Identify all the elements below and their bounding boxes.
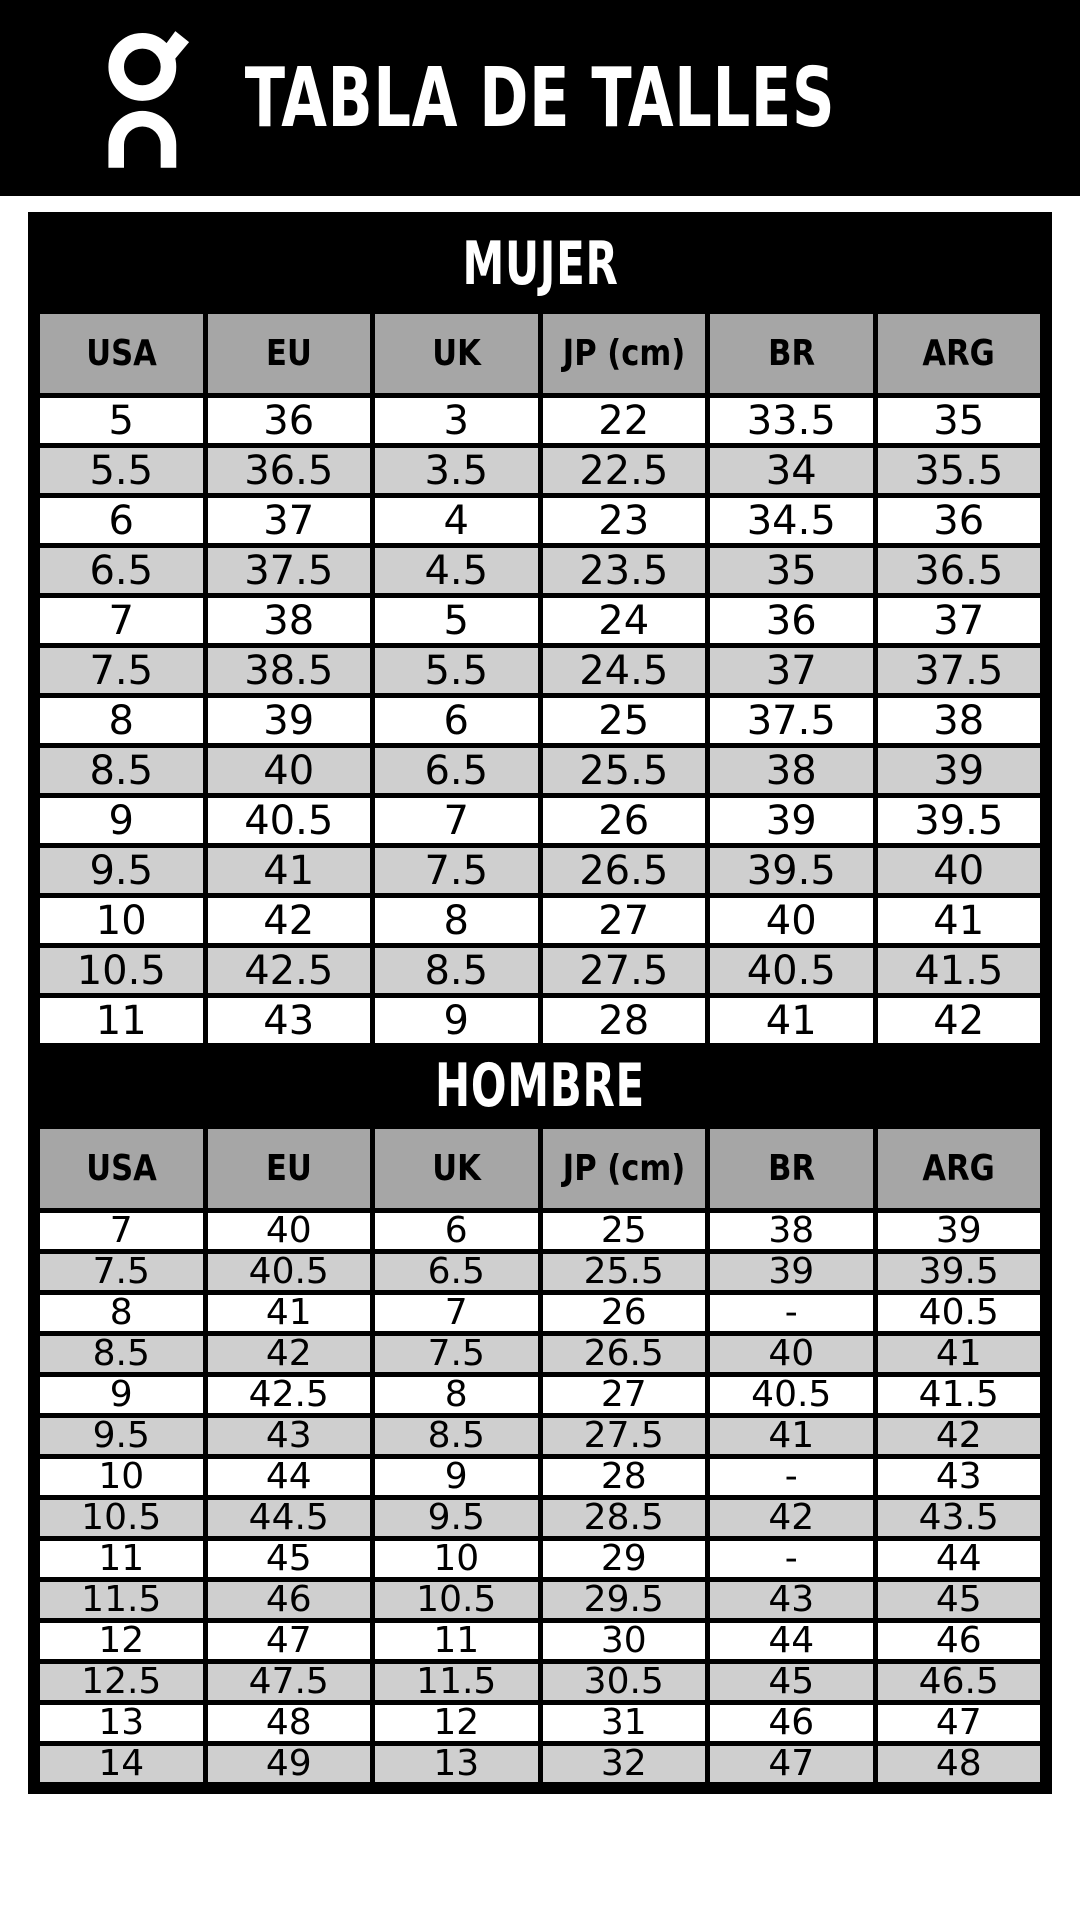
size-cell: 6: [373, 696, 541, 746]
size-cell: 45: [875, 1580, 1043, 1621]
size-cell: 47: [708, 1744, 876, 1785]
size-cell: 24.5: [540, 646, 708, 696]
size-cell: 37: [708, 646, 876, 696]
size-cell: 43.5: [875, 1498, 1043, 1539]
hombre-size-table: [35, 1124, 1045, 1787]
size-cell: 38: [708, 1211, 876, 1252]
size-cell: 39.5: [708, 846, 876, 896]
size-row: [38, 1375, 1043, 1416]
size-cell: 8.5: [38, 746, 206, 796]
size-cell: 29.5: [540, 1580, 708, 1621]
size-cell: 6.5: [38, 546, 206, 596]
size-cell: 7.5: [373, 846, 541, 896]
size-row: [38, 696, 1043, 746]
size-cell: 9: [373, 996, 541, 1046]
size-cell: 36.5: [205, 446, 373, 496]
size-cell: 40.5: [205, 796, 373, 846]
size-cell: 4: [373, 496, 541, 546]
size-cell: 37: [205, 496, 373, 546]
size-cell: 35: [875, 396, 1043, 446]
size-cell: 8: [373, 1375, 541, 1416]
size-cell: 23.5: [540, 546, 708, 596]
size-cell: 36: [875, 496, 1043, 546]
size-cell: 12.5: [38, 1662, 206, 1703]
size-cell: 10: [38, 1457, 206, 1498]
size-row: [38, 1621, 1043, 1662]
size-cell: 39.5: [875, 1252, 1043, 1293]
size-cell: 26: [540, 1293, 708, 1334]
size-cell: 41.5: [875, 1375, 1043, 1416]
size-cell: 41: [205, 846, 373, 896]
size-cell: 28.5: [540, 1498, 708, 1539]
size-cell: 6: [38, 496, 206, 546]
column-header-usa: USA: [38, 1127, 206, 1211]
size-cell: 42: [708, 1498, 876, 1539]
size-cell: 11.5: [38, 1580, 206, 1621]
size-cell: 41: [205, 1293, 373, 1334]
column-header-jpcm: JP (cm): [540, 1127, 708, 1211]
size-cell: 7: [373, 1293, 541, 1334]
size-cell: 7.5: [38, 1252, 206, 1293]
size-cell: 30: [540, 1621, 708, 1662]
section-title-hombre: HOMBRE: [35, 1048, 1045, 1124]
size-cell: 8: [38, 1293, 206, 1334]
size-cell: 36: [708, 596, 876, 646]
size-row: [38, 396, 1043, 446]
size-cell: 11: [38, 1539, 206, 1580]
size-cell: 5: [373, 596, 541, 646]
size-row: [38, 796, 1043, 846]
size-cell: 9: [373, 1457, 541, 1498]
size-cell: 23: [540, 496, 708, 546]
size-cell: 40: [708, 1334, 876, 1375]
size-cell: 10: [38, 896, 206, 946]
size-cell: 10.5: [38, 1498, 206, 1539]
size-cell: 12: [373, 1703, 541, 1744]
size-cell: 35: [708, 546, 876, 596]
size-cell: 45: [708, 1662, 876, 1703]
size-cell: 25.5: [540, 1252, 708, 1293]
size-cell: 39: [875, 1211, 1043, 1252]
size-cell: 45: [205, 1539, 373, 1580]
size-cell: 38: [875, 696, 1043, 746]
size-cell: 41: [875, 896, 1043, 946]
size-cell: 38.5: [205, 646, 373, 696]
size-cell: 48: [205, 1703, 373, 1744]
column-header-br: BR: [708, 312, 876, 396]
mujer-size-table: [35, 309, 1045, 1048]
size-cell: 6.5: [373, 1252, 541, 1293]
column-header-br: BR: [708, 1127, 876, 1211]
size-cell: 14: [38, 1744, 206, 1785]
size-cell: 41: [708, 1416, 876, 1457]
size-cell: 6: [373, 1211, 541, 1252]
size-cell: 42.5: [205, 1375, 373, 1416]
size-cell: 7: [373, 796, 541, 846]
size-cell: 25: [540, 1211, 708, 1252]
size-cell: 9.5: [38, 846, 206, 896]
size-cell: 13: [373, 1744, 541, 1785]
size-row: [38, 1539, 1043, 1580]
size-cell: 44: [708, 1621, 876, 1662]
column-header-uk: UK: [373, 312, 541, 396]
size-row: [38, 496, 1043, 546]
page-title: TABLA DE TALLES: [244, 50, 836, 146]
size-cell: 12: [38, 1621, 206, 1662]
size-cell: 40.5: [875, 1293, 1043, 1334]
size-cell: 27: [540, 896, 708, 946]
size-cell: 7: [38, 596, 206, 646]
size-cell: 4.5: [373, 546, 541, 596]
size-cell: -: [708, 1293, 876, 1334]
size-cell: 43: [205, 1416, 373, 1457]
size-cell: 43: [875, 1457, 1043, 1498]
size-cell: 31: [540, 1703, 708, 1744]
size-row: [38, 546, 1043, 596]
size-cell: 9: [38, 1375, 206, 1416]
size-cell: 8.5: [373, 946, 541, 996]
size-row: [38, 1703, 1043, 1744]
size-cell: 37.5: [875, 646, 1043, 696]
size-cell: 39: [205, 696, 373, 746]
size-cell: 10.5: [373, 1580, 541, 1621]
size-row: [38, 1293, 1043, 1334]
size-cell: 9.5: [373, 1498, 541, 1539]
column-header-jpcm: JP (cm): [540, 312, 708, 396]
size-cell: 5: [38, 396, 206, 446]
size-cell: 40: [875, 846, 1043, 896]
mujer-table-header: [38, 312, 1043, 396]
size-row: [38, 996, 1043, 1046]
size-cell: 42: [205, 1334, 373, 1375]
size-row: [38, 1457, 1043, 1498]
header-banner: [0, 0, 1080, 196]
size-cell: 40: [205, 1211, 373, 1252]
size-cell: 34.5: [708, 496, 876, 546]
size-cell: 9.5: [38, 1416, 206, 1457]
size-cell: 27.5: [540, 1416, 708, 1457]
size-cell: 35.5: [875, 446, 1043, 496]
hombre-table-header: [38, 1127, 1043, 1211]
size-cell: 38: [708, 746, 876, 796]
size-row: [38, 1498, 1043, 1539]
size-cell: 36: [205, 396, 373, 446]
size-cell: 29: [540, 1539, 708, 1580]
size-cell: -: [708, 1539, 876, 1580]
size-row: [38, 1662, 1043, 1703]
size-cell: 22: [540, 396, 708, 446]
size-cell: 26: [540, 796, 708, 846]
size-cell: 36.5: [875, 546, 1043, 596]
size-row: [38, 1744, 1043, 1785]
size-cell: 8: [373, 896, 541, 946]
size-cell: 27.5: [540, 946, 708, 996]
section-title-mujer: MUJER: [35, 219, 1045, 309]
column-header-arg: ARG: [875, 312, 1043, 396]
size-cell: 3.5: [373, 446, 541, 496]
column-header-eu: EU: [205, 312, 373, 396]
size-cell: 41.5: [875, 946, 1043, 996]
column-header-arg: ARG: [875, 1127, 1043, 1211]
size-cell: 8.5: [38, 1334, 206, 1375]
size-cell: 9: [38, 796, 206, 846]
size-cell: 46: [708, 1703, 876, 1744]
size-row: [38, 596, 1043, 646]
size-chart: [28, 212, 1052, 1794]
size-cell: 49: [205, 1744, 373, 1785]
size-row: [38, 446, 1043, 496]
size-cell: 26.5: [540, 1334, 708, 1375]
size-cell: 8.5: [373, 1416, 541, 1457]
size-cell: 44.5: [205, 1498, 373, 1539]
size-cell: 5.5: [38, 446, 206, 496]
size-cell: 25.5: [540, 746, 708, 796]
size-cell: 30.5: [540, 1662, 708, 1703]
size-cell: 8: [38, 696, 206, 746]
size-row: [38, 1252, 1043, 1293]
size-cell: 11: [373, 1621, 541, 1662]
size-cell: 10.5: [38, 946, 206, 996]
column-header-eu: EU: [205, 1127, 373, 1211]
size-row: [38, 946, 1043, 996]
size-cell: 46: [875, 1621, 1043, 1662]
size-cell: 42.5: [205, 946, 373, 996]
size-cell: 40: [205, 746, 373, 796]
size-cell: 28: [540, 1457, 708, 1498]
size-cell: 26.5: [540, 846, 708, 896]
size-cell: 41: [875, 1334, 1043, 1375]
size-row: [38, 846, 1043, 896]
size-row: [38, 1580, 1043, 1621]
size-cell: 47: [205, 1621, 373, 1662]
column-header-usa: USA: [38, 312, 206, 396]
size-cell: 39: [708, 796, 876, 846]
mujer-table-body: [38, 396, 1043, 1046]
size-cell: 3: [373, 396, 541, 446]
size-cell: 41: [708, 996, 876, 1046]
size-cell: 44: [875, 1539, 1043, 1580]
size-cell: 24: [540, 596, 708, 646]
size-cell: 42: [875, 996, 1043, 1046]
size-cell: 28: [540, 996, 708, 1046]
size-row: [38, 746, 1043, 796]
size-cell: 7: [38, 1211, 206, 1252]
size-cell: 40.5: [708, 946, 876, 996]
size-cell: 46: [205, 1580, 373, 1621]
size-cell: 43: [708, 1580, 876, 1621]
size-cell: 39: [875, 746, 1043, 796]
size-cell: 13: [38, 1703, 206, 1744]
size-cell: 42: [875, 1416, 1043, 1457]
size-cell: 10: [373, 1539, 541, 1580]
size-row: [38, 1334, 1043, 1375]
hombre-table-body: [38, 1211, 1043, 1785]
size-cell: 6.5: [373, 746, 541, 796]
size-cell: 38: [205, 596, 373, 646]
size-cell: 7.5: [38, 646, 206, 696]
size-row: [38, 896, 1043, 946]
size-cell: 27: [540, 1375, 708, 1416]
size-cell: 11.5: [373, 1662, 541, 1703]
size-cell: 22.5: [540, 446, 708, 496]
size-cell: 44: [205, 1457, 373, 1498]
size-cell: 37: [875, 596, 1043, 646]
size-cell: 42: [205, 896, 373, 946]
size-cell: 46.5: [875, 1662, 1043, 1703]
size-cell: 34: [708, 446, 876, 496]
size-cell: 40.5: [708, 1375, 876, 1416]
size-cell: 33.5: [708, 396, 876, 446]
size-cell: 40.5: [205, 1252, 373, 1293]
size-cell: 43: [205, 996, 373, 1046]
size-cell: 37.5: [205, 546, 373, 596]
size-row: [38, 1211, 1043, 1252]
size-cell: -: [708, 1457, 876, 1498]
size-row: [38, 1416, 1043, 1457]
size-cell: 47.5: [205, 1662, 373, 1703]
size-cell: 47: [875, 1703, 1043, 1744]
size-cell: 48: [875, 1744, 1043, 1785]
size-cell: 5.5: [373, 646, 541, 696]
size-cell: 39: [708, 1252, 876, 1293]
column-header-uk: UK: [373, 1127, 541, 1211]
size-cell: 40: [708, 896, 876, 946]
size-cell: 7.5: [373, 1334, 541, 1375]
size-cell: 39.5: [875, 796, 1043, 846]
size-cell: 25: [540, 696, 708, 746]
size-row: [38, 646, 1043, 696]
size-cell: 11: [38, 996, 206, 1046]
size-cell: 32: [540, 1744, 708, 1785]
size-cell: 37.5: [708, 696, 876, 746]
